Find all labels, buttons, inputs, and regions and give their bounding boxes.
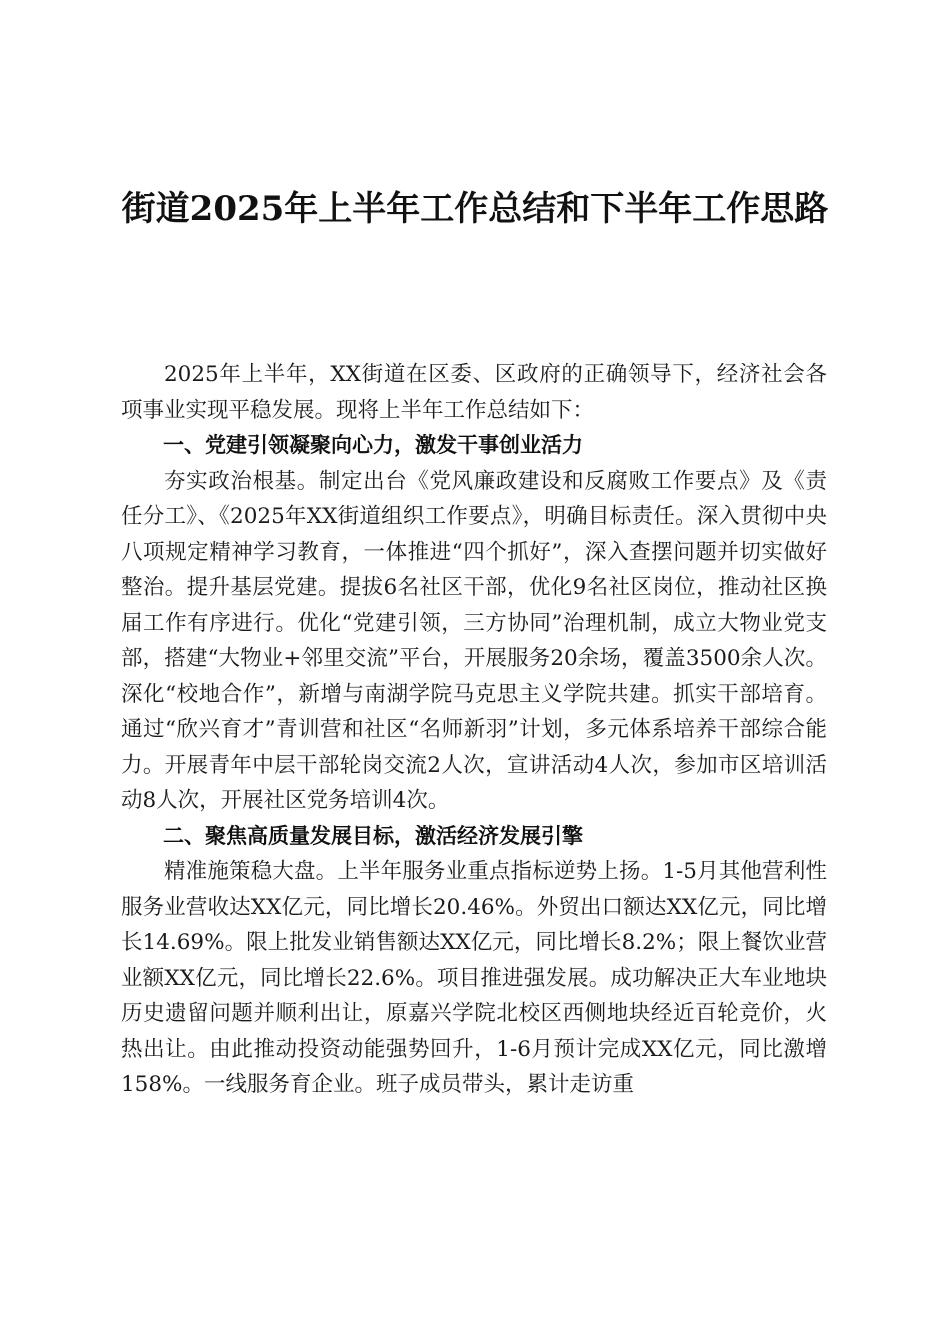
section-heading-economic-development: 二、聚焦高质量发展目标，激活经济发展引擎 <box>163 823 583 848</box>
document-body <box>121 357 827 1103</box>
intro-paragraph: 2025年上半年，XX街道在区委、区政府的正确领导下，经济社会各项事业实现平稳发展。现将上半年工作总结如下： <box>121 362 827 423</box>
document-title: 街道2025年上半年工作总结和下半年工作思路 <box>121 189 829 229</box>
section-paragraph-economic-development: 精准施策稳大盘。上半年服务业重点指标逆势上扬。1-5月其他营利性服务业营收达XX亿元，同比增长20.46%。外贸出口额达XX亿元，同比增长14.69%。限上批发业销售额达XX亿元，同比增长8.2%；限上餐饮业营业额XX亿元，同比增长22.6%。项目推进强发展。成功解决正大车业地块历史遗留问题并顺利出让，原嘉兴学院北校区西侧地块经近百轮竞价，火热出让。由此推动投资动能强势回升，1-6月预计完成XX亿元，同比激增158%。一线服务育企业。班子成员带头，累计走访重 <box>121 859 827 1097</box>
section-heading-party-building: 一、党建引领凝聚向心力，激发干事创业活力 <box>163 433 583 457</box>
section-paragraph-party-building: 夯实政治根基。制定出台《党风廉政建设和反腐败工作要点》及《责任分工》、《2025年XX街道组织工作要点》，明确目标责任。深入贯彻中央八项规定精神学习教育，一体推进“四个抓好”，深入查摆问题并切实做好整治。提升基层党建。提拔6名社区干部，优化9名社区岗位，推动社区换届工作有序进行。优化“党建引领，三方协同”治理机制，成立大物业党支部，搭建“大物业+邻里交流”平台，开展服务20余场，覆盖3500余人次。深化“校地合作”，新增与南湖学院马克思主义学院共建。抓实干部培育。通过“欣兴育才”青训营和社区“名师新羽”计划，多元体系培养干部综合能力。开展青年中层干部轮岗交流2人次，宣讲活动4人次，参加市区培训活动8人次，开展社区党务培训4次。 <box>121 468 827 813</box>
